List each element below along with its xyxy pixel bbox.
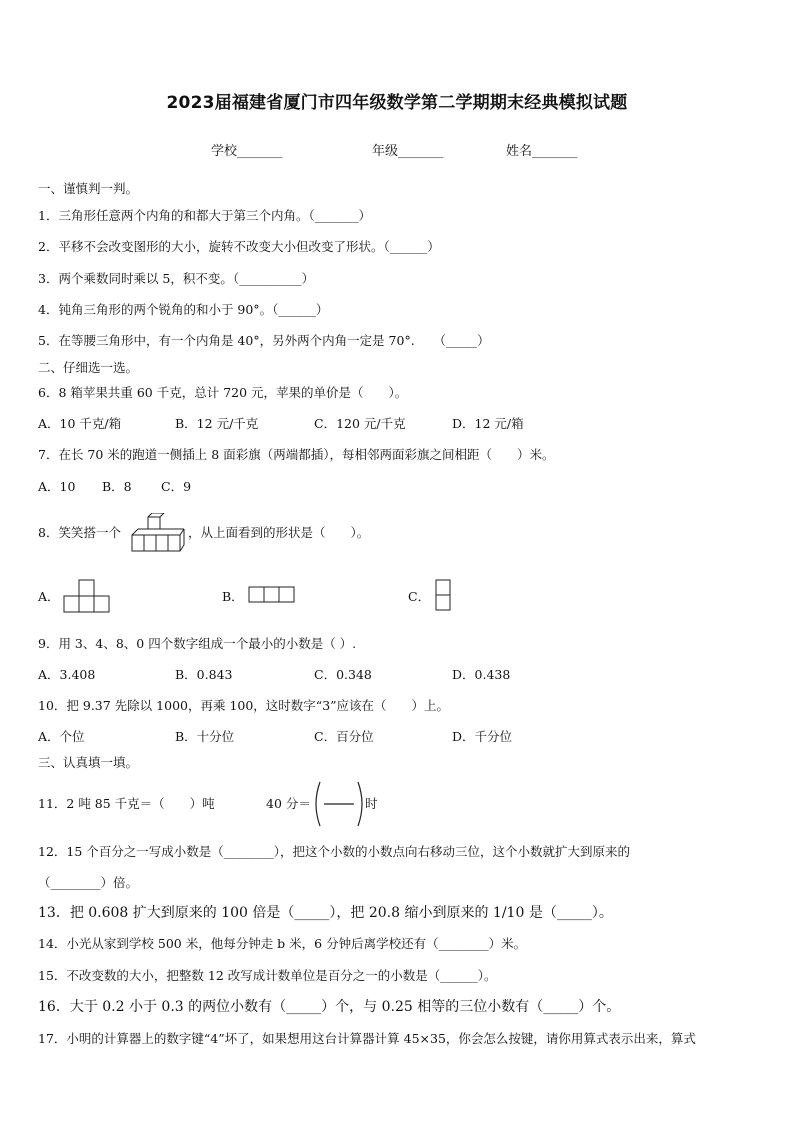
fraction-blank: [311, 780, 367, 828]
cube-stack-figure: [131, 513, 185, 553]
page-title: 2023届福建省厦门市四年级数学第二学期期末经典模拟试题: [166, 93, 628, 113]
option-a: A．个位: [38, 729, 85, 744]
option-b: B．0.843: [175, 667, 233, 682]
question-8-suffix: ，从上面看到的形状是（ ）。: [188, 525, 370, 540]
question-16: 16．大于 0.2 小于 0.3 的两位小数有（_____）个，与 0.25 相等的三位小数有（_____）个。: [38, 999, 621, 1015]
option-c-figure: [434, 578, 454, 614]
option-a-figure: [62, 579, 112, 614]
option-b: B．: [222, 589, 244, 604]
question-3: 3．两个乘数同时乘以 5，积不变。（__________）: [38, 271, 315, 286]
question-9: 9．用 3、4、8、0 四个数字组成一个最小的小数是（ ）.: [38, 636, 357, 651]
option-b: B．十分位: [175, 729, 235, 744]
question-4: 4．钝角三角形的两个锐角的和小于 90°。（______）: [38, 302, 329, 317]
question-2: 2．平移不会改变图形的大小，旋转不改变大小但改变了形状。（______）: [38, 239, 440, 254]
question-7: 7．在长 70 米的跑道一侧插上 8 面彩旗（两端都插），每相邻两面彩旗之间相距（ ）米。: [38, 447, 555, 462]
option-c: C．120 元/千克: [314, 416, 406, 431]
question-12-line2: （________）倍。: [38, 875, 139, 890]
section-heading-1: 一、谨慎判一判。: [38, 181, 139, 196]
option-c: C．9: [161, 479, 192, 494]
option-a: A．3.408: [38, 667, 96, 682]
section-heading-3: 三、认真填一填。: [38, 755, 139, 770]
option-d: D．12 元/箱: [452, 416, 524, 431]
question-17: 17．小明的计算器上的数字键“4”坏了，如果想用这台计算器计算 45×35，你会怎么按键，请你用算式表示出来，算式: [38, 1031, 696, 1046]
question-6: 6．8 箱苹果共重 60 千克，总计 720 元，苹果的单价是（ ）。: [38, 385, 408, 400]
option-a: A．: [38, 589, 60, 604]
question-10: 10．把 9.37 先除以 1000，再乘 100，这时数字“3”应该在（ ）上。: [38, 698, 450, 713]
option-c: C．: [408, 589, 431, 604]
grade-field: 年级_______: [372, 144, 444, 159]
question-5: 5．在等腰三角形中，有一个内角是 40°，另外两个内角一定是 70°. （_____）: [38, 333, 490, 348]
name-field: 姓名_______: [506, 144, 578, 159]
question-11-part1: 11．2 吨 85 千克＝（ ）吨: [38, 796, 215, 811]
question-14: 14．小光从家到学校 500 米，他每分钟走 b 米，6 分钟后离学校还有（________）米。: [38, 936, 527, 951]
question-11-part3: 时: [365, 796, 378, 811]
option-a: A．10 千克/箱: [38, 416, 122, 431]
option-b: B．8: [102, 479, 132, 494]
option-b: B．12 元/千克: [175, 416, 259, 431]
option-d: D．0.438: [452, 667, 511, 682]
option-a: A．10: [38, 479, 76, 494]
option-c: C．0.348: [314, 667, 372, 682]
question-15: 15．不改变数的大小，把整数 12 改写成计数单位是百分之一的小数是（______）。: [38, 968, 497, 983]
question-11-part2: 40 分＝: [266, 796, 311, 811]
question-13: 13．把 0.608 扩大到原来的 100 倍是（_____），把 20.8 缩小到原来的 1/10 是（_____）。: [38, 905, 613, 921]
option-d: D．千分位: [452, 729, 513, 744]
option-c: C．百分位: [314, 729, 374, 744]
option-b-figure: [248, 585, 298, 605]
question-8-prefix: 8．笑笑搭一个: [38, 525, 121, 540]
section-heading-2: 二、仔细选一选。: [38, 360, 139, 375]
school-field: 学校_______: [211, 144, 283, 159]
question-12-line1: 12．15 个百分之一写成小数是（________），把这个小数的小数点向右移动三位，这个小数就扩大到原来的: [38, 844, 631, 859]
question-1: 1．三角形任意两个内角的和都大于第三个内角。（_______）: [38, 208, 371, 223]
